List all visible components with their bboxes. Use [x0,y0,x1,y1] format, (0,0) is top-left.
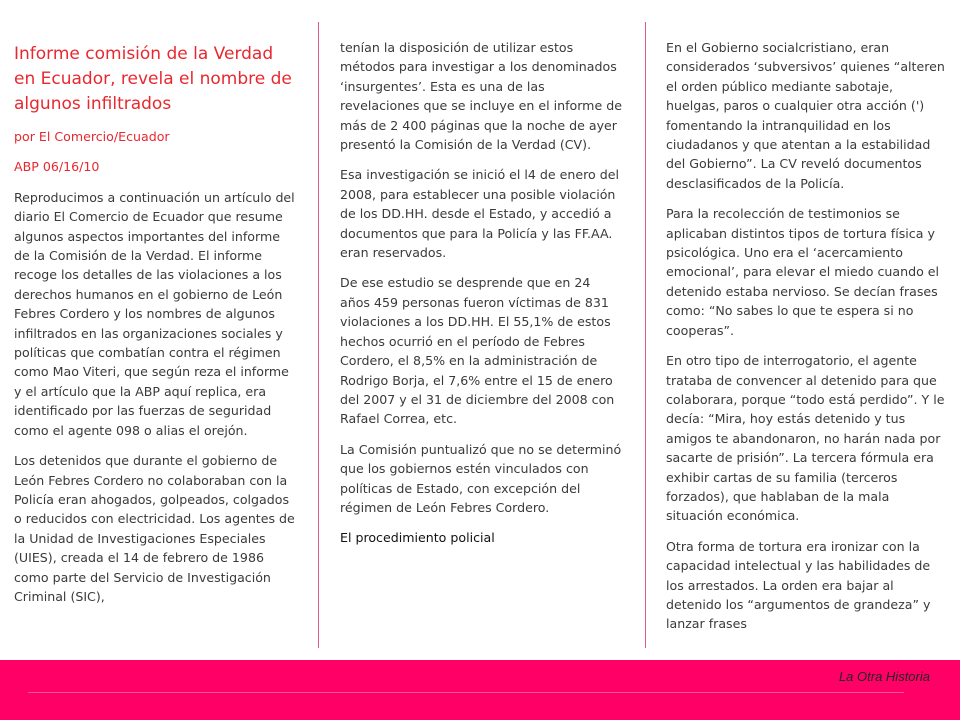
column-divider [645,22,646,648]
paragraph: Otra forma de tortura era ironizar con la capacidad intelectual y las habilidades de los arrestados. La orden era bajar al detenido los “argumentos de grandeza” y lanzar frases [666,538,931,632]
column-1 [14,42,296,617]
paragraph: Los detenidos que durante el gobierno de León Febres Cordero no colaboraban con la Policía eran ahogados, golpeados, colgados o reducidos con electricidad. Los agentes de la Unidad de Investigaciones Especiales (UIES), creada el 14 de febrero de 1986 como parte del Servicio de Investigación Criminal (SIC), [14,453,295,604]
section-subheading: El procedimiento policial [340,530,495,546]
footer-label: La Otra Historia [838,669,930,684]
paragraph: En el Gobierno socialcristiano, eran considerados ‘subversivos’ quienes “alteren el orden público mediante sabotaje, huelgas, paros o cualquier otra acción (') fomentando la intranquilidad en los ciudadanos y que atentan a la estabilidad del Gobierno”. La CV reveló documentos desclasificados de la Policía. [666,40,945,191]
paragraph: De ese estudio se desprende que en 24 años 459 personas fueron víctimas de 831 violaciones a los DD.HH. El 55,1% de estos hechos ocurrió en el período de Febres Cordero, el 8,5% en la administración de Rodrigo Borja, el 7,6% entre el 15 de enero del 2007 y el 31 de diciembre del 2008 con Rafael Correa, etc. [340,275,615,427]
paragraph: Para la recolección de testimonios se aplicaban distintos tipos de tortura física y psicológica. Uno era el ‘acercamiento emocional’, para elevar el miedo cuando el detenido estaba nervioso. Se decían frases como: “No sabes lo que te espera si no cooperas”. [666,206,940,338]
footer-bar [0,660,960,720]
article-byline: por El Comercio/Ecuador [14,129,170,144]
paragraph: Esa investigación se inició el l4 de enero del 2008, para establecer una posible violación de los DD.HH. desde el Estado, y accedió a documentos que para la Policía y las FF.AA. eran reservados. [340,167,620,261]
footer-divider [28,692,904,693]
column-divider [318,22,319,648]
column-2 [340,38,622,559]
paragraph: En otro tipo de interrogatorio, el agente trataba de convencer al detenido para que colaborara, porque “todo está perdido”. Y le decía: “Mira, hoy estás detenido y tus amigos te abandonaron, no harán nada por sacarte de prisión”. La tercera fórmula era exhibir cartas de su familia (terceros forzados), que hablaban de la mala situación económica. [666,353,945,524]
article-date: ABP 06/16/10 [14,159,100,175]
paragraph: Reproducimos a continuación un artículo del diario El Comercio de Ecuador que resume algunos aspectos importantes del informe de la Comisión de la Verdad. El informe recoge los detalles de las violaciones a los derechos humanos en el gobierno de León Febres Cordero y los nombres de algunos infiltrados en las organizaciones sociales y políticas que combatían contra el régimen como Mao Viteri, que según reza el informe y el artículo que la ABP aquí replica, era identificado por las fuerzas de seguridad como el agente 098 o alias el orejón. [14,189,295,438]
paragraph: tenían la disposición de utilizar estos métodos para investigar a los denominados ‘insurgentes’. Esta es una de las revelaciones que se incluye en el informe de más de 2 400 páginas que la noche de ayer presentó la Comisión de la Verdad (CV). [340,40,622,153]
paragraph: La Comisión puntualizó que no se determinó que los gobiernos estén vinculados con políticas de Estado, con excepción del régimen de León Febres Cordero. [340,441,622,515]
column-3 [666,38,948,645]
article-title: Informe comisión de la Verdad en Ecuador, revela el nombre de algunos infiltrados [14,44,292,114]
